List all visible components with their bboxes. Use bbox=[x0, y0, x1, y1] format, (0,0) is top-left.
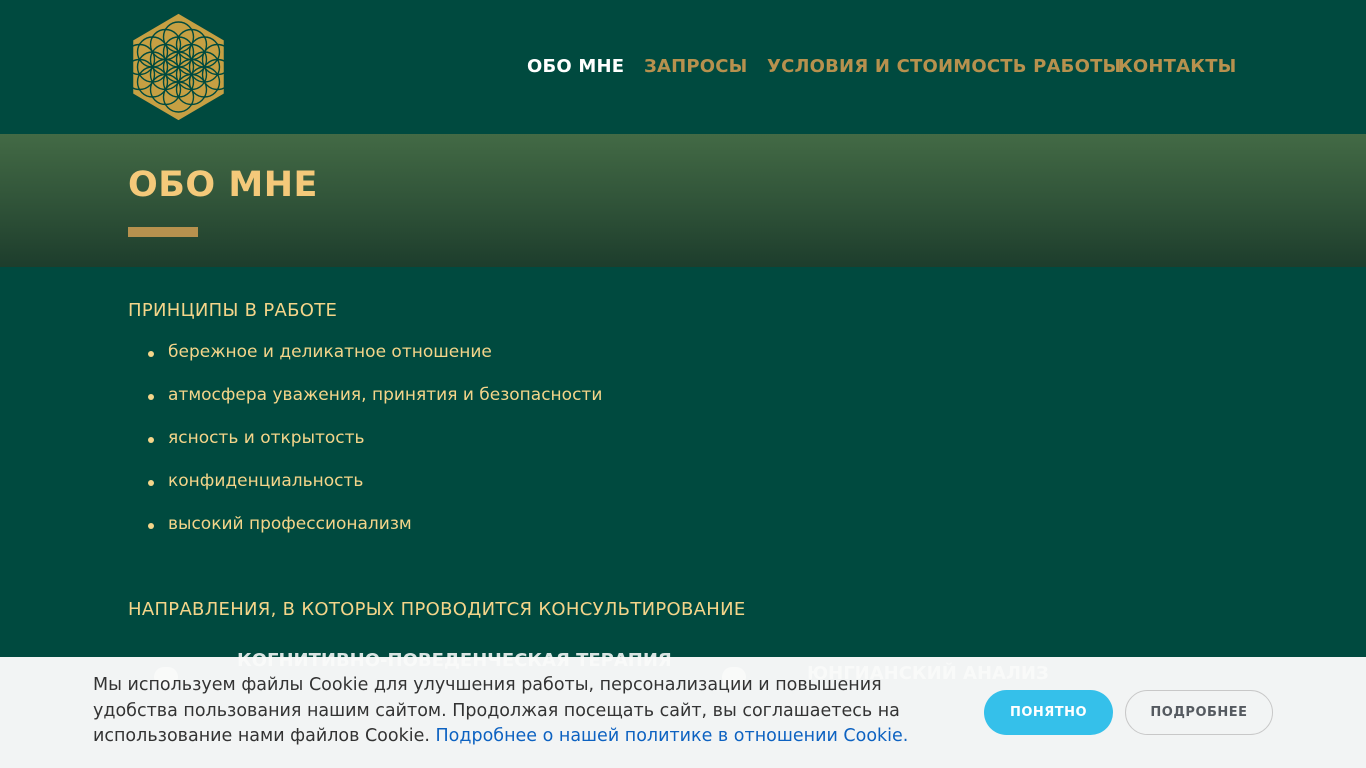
directions-heading: НАПРАВЛЕНИЯ, В КОТОРЫХ ПРОВОДИТСЯ КОНСУЛЬТИРОВАНИЕ bbox=[128, 599, 746, 620]
principles-list bbox=[168, 342, 602, 557]
list-item: конфиденциальность bbox=[168, 471, 602, 514]
nav-about[interactable]: ОБО МНЕ bbox=[527, 56, 625, 77]
cookie-text: Мы используем файлы Cookie для улучшения работы, персонализации и повышения удобства пользования нашим сайтом. Продолжая посещать сайт, вы соглашаетесь на использование нами файлов Cookie. bbox=[93, 675, 900, 746]
list-item: бережное и деликатное отношение bbox=[168, 342, 602, 385]
list-item: атмосфера уважения, принятия и безопасности bbox=[168, 385, 602, 428]
page-title: ОБО МНЕ bbox=[128, 165, 318, 205]
more-info-button[interactable]: ПОДРОБНЕЕ bbox=[1125, 690, 1273, 735]
list-item: ясность и открытость bbox=[168, 428, 602, 471]
site-header bbox=[0, 0, 1366, 134]
page-hero bbox=[0, 134, 1366, 267]
cookie-message bbox=[93, 673, 933, 750]
nav-terms-prices[interactable]: УСЛОВИЯ И СТОИМОСТЬ РАБОТЫ bbox=[767, 56, 1122, 77]
nav-contacts[interactable]: КОНТАКТЫ bbox=[1118, 56, 1237, 77]
cookie-banner bbox=[0, 657, 1366, 768]
principles-heading: ПРИНЦИПЫ В РАБОТЕ bbox=[128, 300, 338, 321]
list-item: высокий профессионализм bbox=[168, 514, 602, 557]
main-nav bbox=[0, 56, 1237, 80]
nav-requests[interactable]: ЗАПРОСЫ bbox=[644, 56, 748, 77]
title-underline bbox=[128, 227, 198, 237]
cookie-policy-link[interactable]: Подробнее о нашей политике в отношении Cookie. bbox=[435, 726, 909, 746]
accept-cookies-button[interactable]: ПОНЯТНО bbox=[984, 690, 1113, 735]
